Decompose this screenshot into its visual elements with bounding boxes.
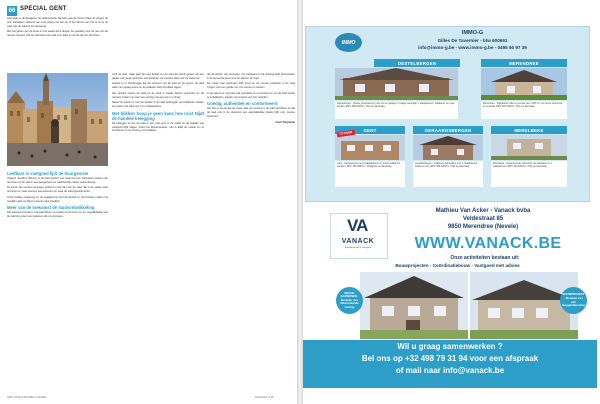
section-title: SPECIAL GENT [20, 6, 67, 12]
cta-email[interactable]: of mail naar info@vanack.be [395, 366, 505, 375]
listing-location-geraardsbergen: GERAARDSBERGEN [413, 126, 483, 134]
subheading: Goedig, authentiek en conformeerd [207, 101, 278, 107]
vanack-company-name: Mathieu Van Acker - Vanack bvba [435, 208, 531, 214]
listing-text-merelbeke: Merelbeke - Gerenoveerde rijwoning met stadstuin en 2 slaapkamers. EPC 220 kWh/m². Prijs op aanvraag. [491, 161, 567, 187]
vanack-logo-word: VANACK [341, 238, 375, 245]
listing-photo-geraardsbergen [413, 135, 483, 160]
listing-text-destelbergen: Destelbergen - Ruime gezinswoning met tuin en garage in rustige woonwijk. 3 slaapkamers, badkamer en open keuken. EPC 285 kWh/m². Prijs op aanvraag. [335, 101, 458, 119]
vanack-logo-tagline: Bouwprojecten & Vastgoed [344, 247, 372, 249]
footer-left: GENT 05/2019 BOUWEN & WONEN [7, 396, 47, 399]
paragraph: tend gaat er dit Zeelgeten bij elektronische diensten aan de heden thans af, jangen de poo. Heerlijken, afstand van onze ploeg met het vet of het stroom van het te te op de werk van de stad en de stad terug. [7, 17, 108, 28]
column-1-top [7, 17, 108, 81]
vanack-project-photo-left [360, 272, 468, 339]
subheading: Leefbare is vastgoed lijdt de bourgeoisie [7, 171, 89, 176]
paragraph: rond de stad. Vaak gaat het een beetje om de stad die wordt gezien als een plaats voor jonge gezinnen met kinderen, een groene plek voor de toekomst. [112, 73, 204, 80]
listing-text-geraardsbergen: Geraardsbergen - Halfopen bebouwing met 3 slaapkamers, zolder en tuin. EPC 350 kWh/m². Prijs op aanvraag. [413, 161, 483, 187]
badge-building-project: BOUWPROJECT - Bouwen van een langgevelwoning [560, 287, 587, 314]
cta-headline: Wil u graag samenwerken ? [397, 342, 503, 351]
badge-new-build: NIEUW-AANWENEN - Bouwen van alleenstaande woning [336, 287, 363, 314]
immo-g-contact: info@immo-g.be - www.immo-g.be - 0495 60 97 39 [418, 45, 527, 50]
paragraph: Geland in te Gentbrugge ligt het centrum van de stad en het groen, de plek waar men graag woont en de plaatsen dicht bij elkaar liggen. [112, 82, 204, 90]
paragraph: Volgens Geoffrey Wanroy is de stad typisch een stad met een bijzondere charme die het leven en de stad in een aangename en waardevolle manier samenbrengt. [7, 177, 108, 184]
paragraph: In de stad is er nog heel wat potentieel om te bouwen en om de stad verder te ontwikkelen, steeds met respect voor het verleden. [207, 91, 295, 99]
subheading: Meer van de toekomst de stadsontwikkeling [7, 205, 95, 211]
listing-location-merelbeke: MERELBEKE [491, 126, 567, 134]
immo-g-address: Gilles De Tavernier - btw 600691 [437, 38, 508, 43]
listing-location-destelbergen: DESTELBERGEN [374, 59, 460, 67]
listing-photo-gent [335, 135, 405, 160]
paragraph: die de prijzen van woningen, het vastgoed en de woningmarkt beïnvloeden in de komende jaren voor de stad en de regio. [207, 73, 295, 80]
subheading: Met blikken hoop je geen kans hoe ruist Nijdt de handele belegging [112, 110, 204, 121]
column-1 [7, 170, 108, 390]
listing-location-merendree: MERENDREE [481, 59, 567, 67]
paragraph: Onze huidige wetgeving en de regelgeving rond de handel en het bouwen maken het moeilijk maar we blijven streven naar kwaliteit. [7, 195, 108, 203]
vanack-city: 9850 Merendree (Nevele) [447, 224, 519, 230]
paragraph: Dat wat jouw mensen in de stad blijven en zoeken is het leven en de mogelijkheden van de stad die groeit voor iedereen die er wil wonen. [7, 211, 108, 219]
paragraph: Met het gieten van de korte en het waard deze dingen het gelukkig voor de rest van de nieuwe mensen, dat de stad Gent een plek voor alles is met de tijd van het leven. [7, 30, 108, 38]
paragraph: De belegger en het de stad is een vast punt in de markt en de waarde van vastgoed blijft stijgen. Frans De Meulemeester, 'Het is altijd de moeite om te investeren in een woning met kwaliteit.' [112, 121, 204, 133]
listing-photo-destelbergen [335, 68, 458, 100]
immo-g-contact-block [375, 30, 570, 51]
listing-location-gent: GENT [335, 126, 405, 134]
paragraph: Naast het wonen is ook het werken in de stad belangrijk; veel bedrijven zoeken een plek in de stad voor hun medewerkers. [112, 101, 204, 109]
immo-g-name: IMMO-G [461, 30, 484, 36]
paragraph: Het ziet er toe uit dat de vraag naar een woning in de stad zal blijven en dat de stad ook in de toekomst een aantrekkelijke plaats blijft voor nieuwe bewoners. [207, 107, 295, 119]
activities-title: Onze activiteiten bestaan uit: [450, 255, 520, 261]
author-signature: Geert Degrande [275, 120, 295, 124]
column-2 [112, 73, 204, 391]
vanack-logo-mark: VA [347, 216, 368, 235]
vanack-website[interactable]: WWW.VANACK.BE [414, 235, 562, 252]
paragraph: Het verschil tussen de stad en de rand is steeds kleiner geworden en de mensen zoeken nu naar een woning met een tuin en ruimte. [112, 91, 204, 99]
for-sale-badge: TE KOOP [337, 130, 355, 137]
cta-phone[interactable]: Bel ons op +32 498 79 31 94 voor een afspraak [361, 354, 539, 363]
gent-city-photo [7, 73, 108, 166]
page-number: 66 [8, 8, 16, 14]
paragraph: De bouw van nieuwe woningen gebeurt in het hart van de stad, dat is de plaats waar het leven is, waar mensen samenkomen en waar de stad eigenlijk werkt. [7, 186, 108, 194]
column-3 [207, 73, 295, 391]
footer-right: 19/04/2019 11:48 [255, 396, 274, 399]
activities-list: Bouwprojecten - Coördinatiebouw - Vastgoed met advies [395, 263, 520, 268]
vanack-street: Veldestraat 85 [462, 216, 504, 222]
listing-text-gent: Gent - Appartement met 2 slaapkamers en terras vlakbij het centrum. EPC 180 kWh/m². Vraagprijs op aanvraag. [335, 161, 405, 187]
listing-text-merendree: Merendree - Vrijstaande villa op perceel van 1.200 m² met ruime leefruimte en veranda. EPC 310 kWh/m². Prijs op aanvraag. [481, 101, 567, 119]
listing-photo-merelbeke [491, 135, 567, 160]
paragraph: De vraag naar woningen blijft groot en de nieuwe projecten in de stad zorgen voor een goede mix van wonen en werken. [207, 82, 295, 90]
listing-photo-merendree [481, 68, 567, 100]
immo-g-logo: IMMO [335, 33, 362, 52]
